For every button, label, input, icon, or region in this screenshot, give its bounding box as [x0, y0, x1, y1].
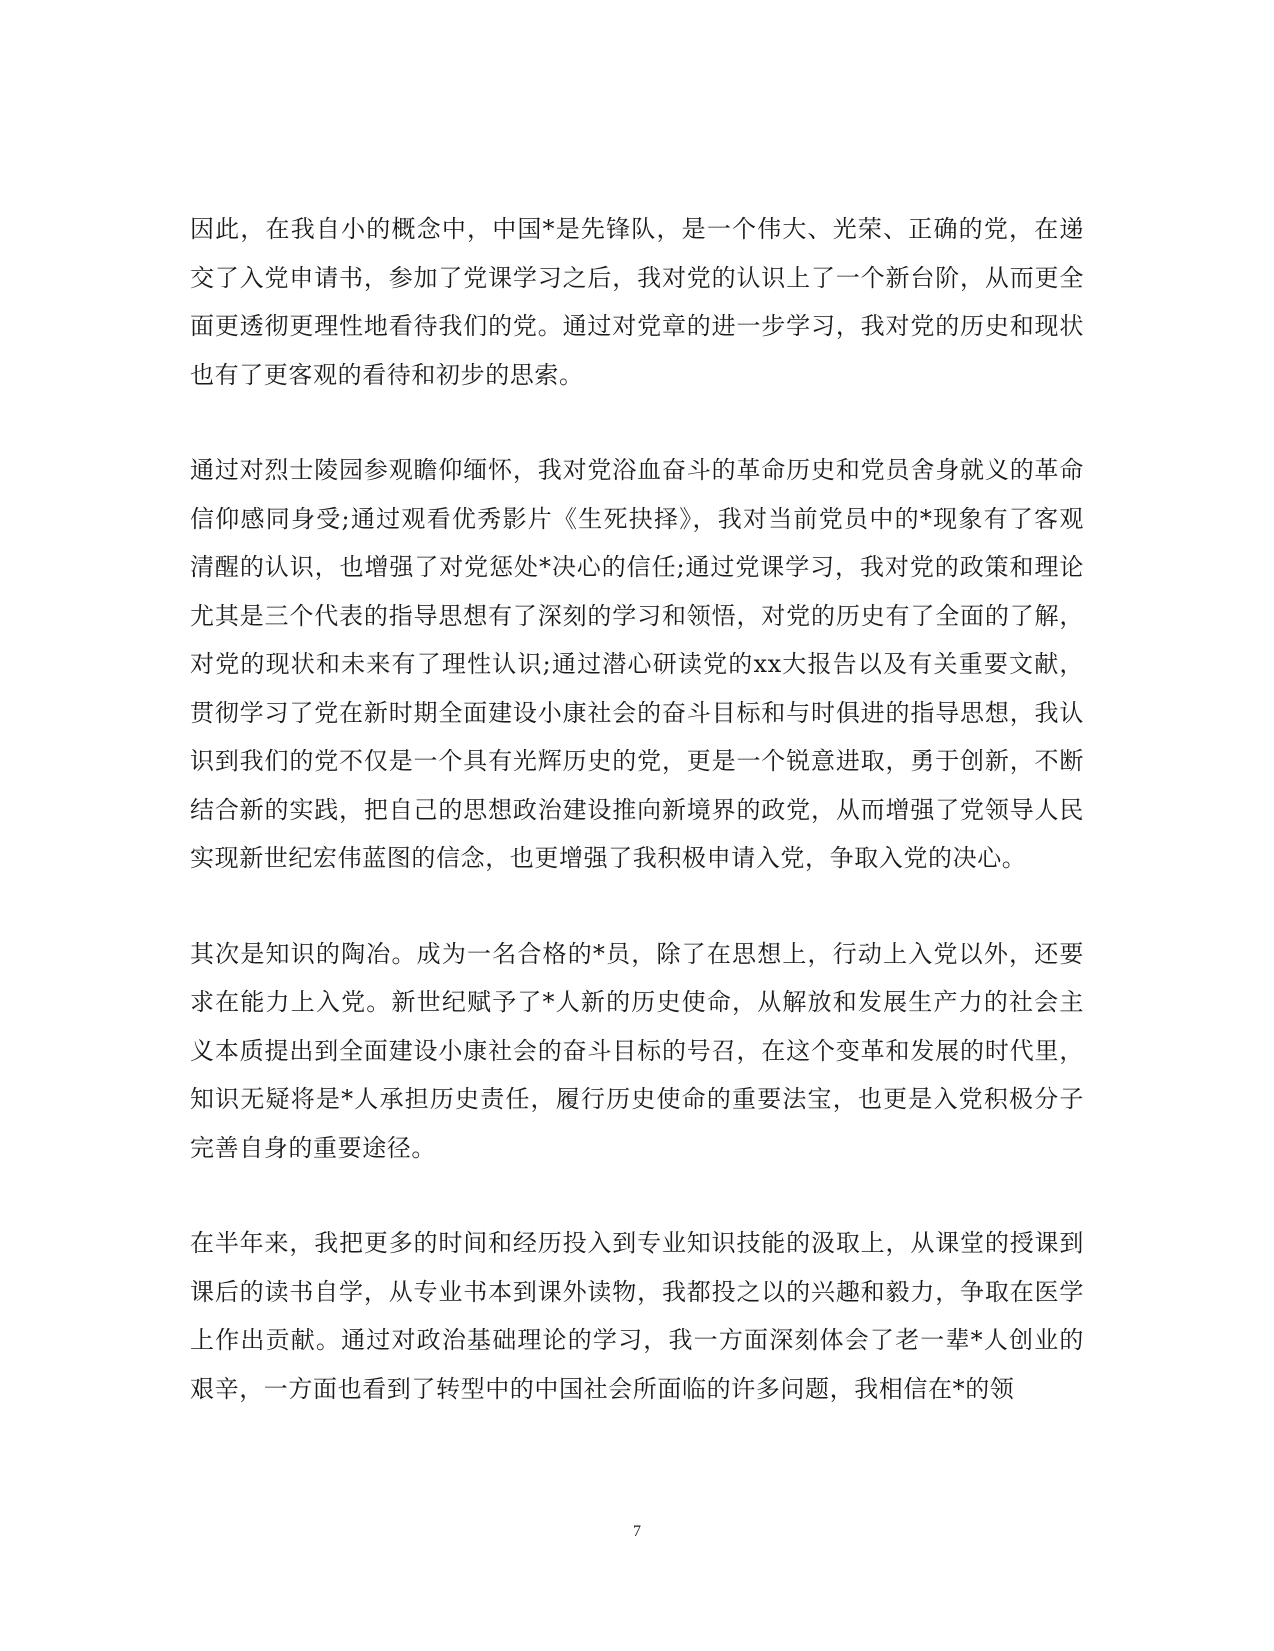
paragraph-4: 在半年来，我把更多的时间和经历投入到专业知识技能的汲取上，从课堂的授课到课后的读书自学，从专业书本到课外读物，我都投之以的兴趣和毅力，争取在医学上作出贡献。通过对政治基础理论的学习，我一方面深刻体会了老一辈*人创业的艰辛，一方面也看到了转型中的中国社会所面临的许多问题，我相信在*的领 — [190, 1229, 1084, 1403]
paragraph-2: 通过对烈士陵园参观瞻仰缅怀，我对党浴血奋斗的革命历史和党员舍身就义的革命信仰感同身受;通过观看优秀影片《生死抉择》，我对当前党员中的*现象有了客观清醒的认识，也增强了对党惩处*决心的信任;通过党课学习，我对党的政策和理论尤其是三个代表的指导思想有了深刻的学习和领悟，对党的历史有了全面的了解，对党的现状和未来有了理性认识;通过潜心研读党的xx大报告以及有关重要文献，贯彻学习了党在新时期全面建设小康社会的奋斗目标和与时俱进的指导思想，我认识到我们的党不仅是一个具有光辉历史的党，更是一个锐意进取，勇于创新，不断结合新的实践，把自己的思想政治建设推向新境界的政党，从而增强了党领导人民实现新世纪宏伟蓝图的信念，也更增强了我积极申请入党，争取入党的决心。 — [190, 456, 1084, 872]
paragraph-1: 因此，在我自小的概念中，中国*是先锋队，是一个伟大、光荣、正确的党，在递交了入党申请书，参加了党课学习之后，我对党的认识上了一个新台阶，从而更全面更透彻更理性地看待我们的党。通过对党章的进一步学习，我对党的历史和现状也有了更客观的看待和初步的思索。 — [190, 215, 1084, 389]
paragraph-3: 其次是知识的陶冶。成为一名合格的*员，除了在思想上，行动上入党以外，还要求在能力上入党。新世纪赋予了*人新的历史使命，从解放和发展生产力的社会主义本质提出到全面建设小康社会的奋斗目标的号召，在这个变革和发展的时代里，知识无疑将是*人承担历史责任，履行历史使命的重要法宝，也更是入党积极分子完善自身的重要途径。 — [190, 939, 1084, 1162]
page-number: 7 — [633, 1523, 641, 1540]
document-body — [190, 205, 1084, 1413]
